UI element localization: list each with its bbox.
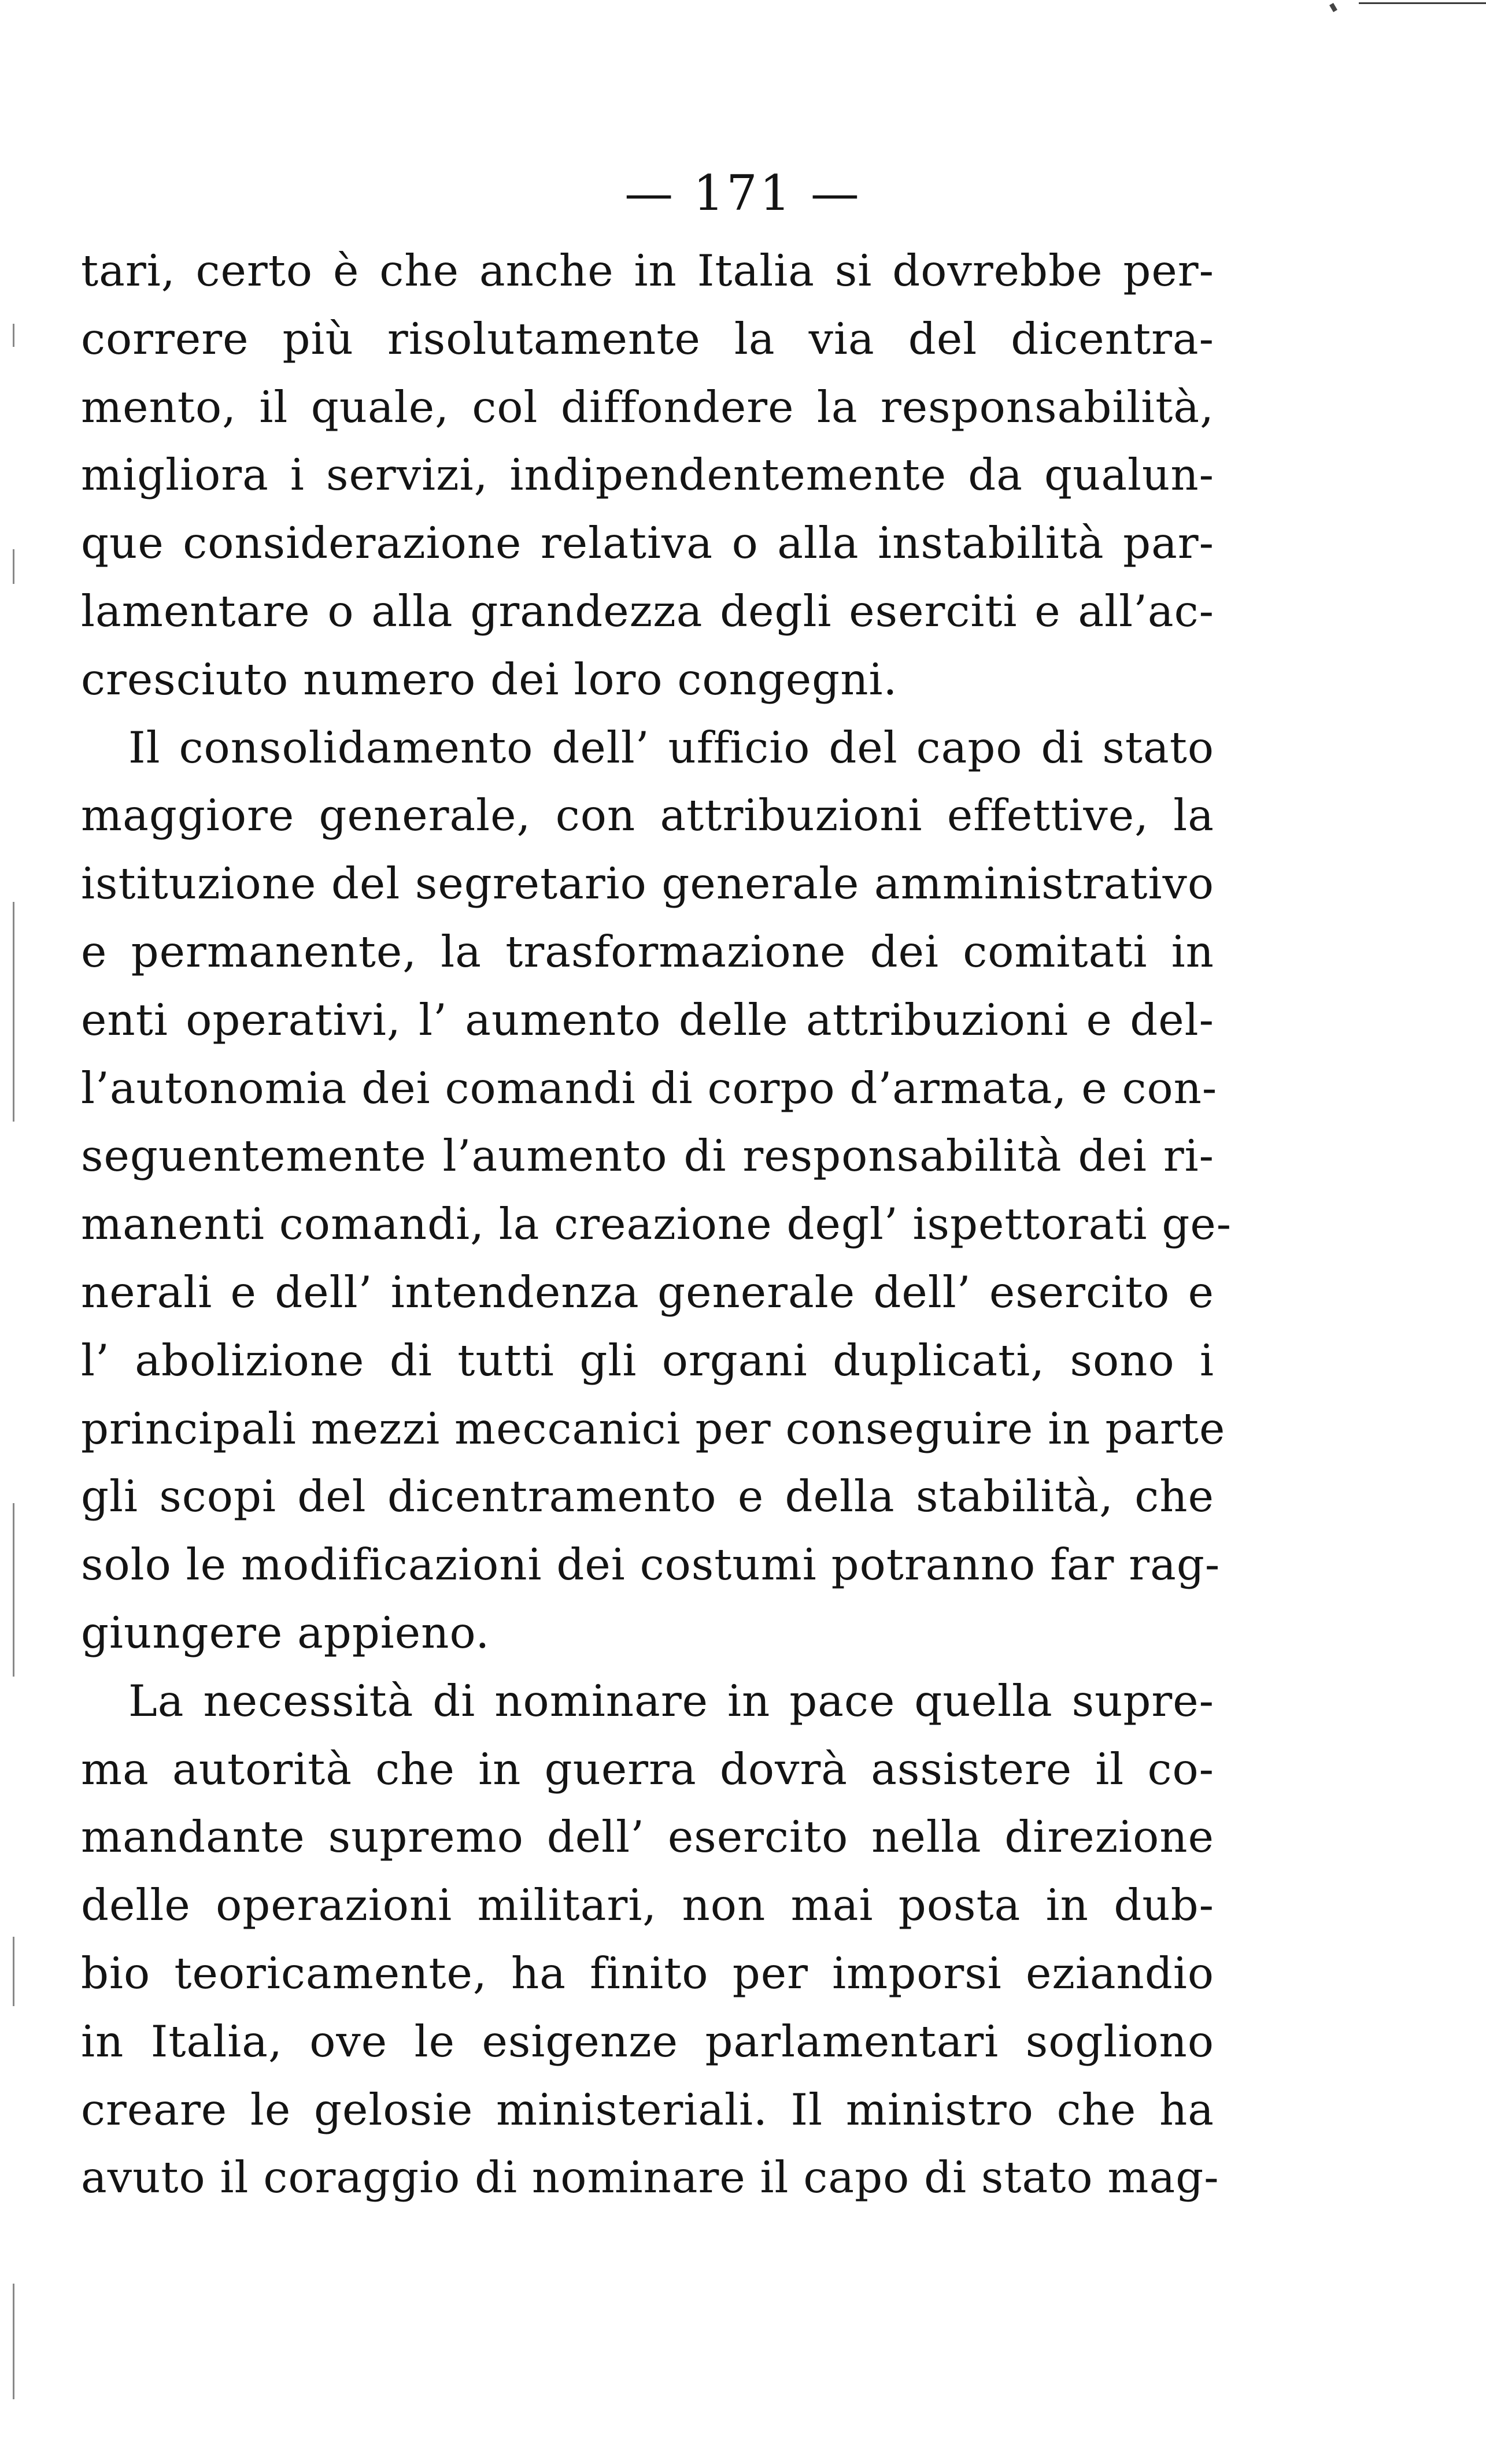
scan-edge-rule: [1359, 2, 1486, 4]
text-line: principali mezzi meccanici per conseguire in parte: [81, 1403, 1226, 1454]
scan-edge-mark: [1329, 3, 1337, 12]
margin-speck: [13, 2284, 14, 2399]
text-line: mandante supremo dell’ esercito nella direzione: [81, 1811, 1214, 1863]
text-line: giungere appieno.: [81, 1607, 490, 1658]
text-line: nerali e dell’ intendenza generale dell’ esercito e: [81, 1266, 1214, 1318]
text-line: bio teoricamente, ha finito per imporsi eziandio: [81, 1947, 1214, 1999]
text-line: istituzione del segretario generale amministrativo: [81, 858, 1214, 909]
text-line: migliora i servizi, indipendentemente da qualun-: [81, 449, 1214, 501]
text-line: enti operativi, l’ aumento delle attribuzioni e del-: [81, 994, 1214, 1045]
page-number: — 171 —: [624, 165, 862, 221]
margin-speck: [13, 1503, 14, 1677]
margin-speck: [13, 1937, 14, 2006]
text-line: in Italia, ove le esigenze parlamentari sogliono: [81, 2015, 1214, 2067]
text-line: manenti comandi, la creazione degl’ ispettorati ge-: [81, 1198, 1232, 1250]
text-line: creare le gelosie ministeriali. Il ministro che ha: [81, 2084, 1214, 2135]
text-line: l’ abolizione di tutti gli organi duplicati, sono i: [81, 1334, 1214, 1386]
text-line: seguentemente l’aumento di responsabilità dei ri-: [81, 1130, 1214, 1182]
text-line: tari, certo è che anche in Italia si dovrebbe per-: [81, 245, 1214, 296]
text-line: gli scopi del dicentramento e della stabilità, che: [81, 1471, 1214, 1522]
text-line: ma autorità che in guerra dovrà assistere il co-: [81, 1743, 1214, 1795]
page-text: [81, 237, 1232, 2212]
text-line: maggiore generale, con attribuzioni effettive, la: [81, 790, 1214, 841]
text-line: que considerazione relativa o alla instabilità par-: [81, 517, 1214, 569]
text-line: La necessità di nominare in pace quella supre-: [128, 1675, 1214, 1726]
text-line: mento, il quale, col diffondere la responsabilità,: [81, 381, 1214, 432]
text-line: solo le modificazioni dei costumi potranno far rag-: [81, 1539, 1221, 1590]
text-line: avuto il coraggio di nominare il capo di stato mag-: [81, 2152, 1219, 2203]
margin-speck: [13, 902, 14, 1122]
text-line: e permanente, la trasformazione dei comitati in: [81, 926, 1214, 977]
text-line: cresciuto numero dei loro congegni.: [81, 653, 898, 705]
margin-speck: [13, 324, 14, 347]
text-line: correre più risolutamente la via del dicentra-: [81, 313, 1214, 364]
margin-speck: [13, 549, 14, 584]
text-line: lamentare o alla grandezza degli eserciti e all’ac-: [81, 585, 1214, 637]
text-line: delle operazioni militari, non mai posta in dub-: [81, 1880, 1214, 1931]
text-line: l’autonomia dei comandi di corpo d’armata, e con-: [81, 1062, 1218, 1113]
text-line: Il consolidamento dell’ ufficio del capo di stato: [128, 722, 1214, 773]
